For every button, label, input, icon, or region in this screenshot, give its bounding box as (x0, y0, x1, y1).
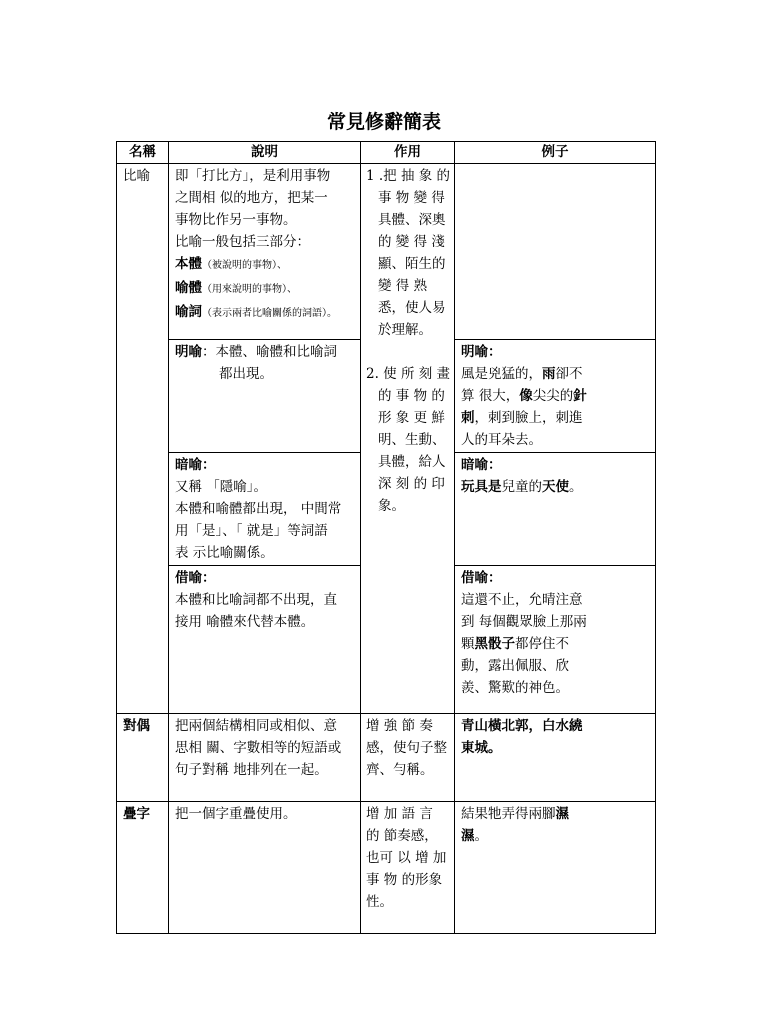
cell-example-biyu-empty (455, 164, 656, 340)
part-yuci (175, 301, 354, 325)
ex-emph: 濕 (461, 828, 475, 844)
duiou-desc-line: 思相 關、字數相等的短語或 (175, 740, 342, 756)
use-line: 形 象 更 鮮 (378, 410, 445, 426)
ex-text: ，刺到臉上，刺進 (474, 410, 583, 426)
anyu-ex-label: 暗喻： (461, 457, 502, 473)
cell-example-mingyu (455, 340, 656, 453)
note-yuti: （用來說明的事物）、 (202, 284, 297, 295)
use-line: 2. 使 所 刻 畫 (366, 366, 451, 382)
anyu-desc-line: 又稱 「隱喻」。 (175, 479, 268, 495)
header-example: 例子 (455, 142, 656, 164)
cell-example-jieyu (455, 566, 656, 714)
ex-text: 兒童的 (501, 479, 542, 495)
duiou-ex-line: 東城。 (461, 740, 502, 756)
use-line: 於理解。 (378, 322, 432, 338)
use-line: 具體、深奧 (378, 212, 446, 228)
ex-emph: 濕 (555, 806, 569, 822)
jieyu-ex-line3 (461, 633, 649, 655)
cell-name-duiou: 對偶 (117, 714, 169, 802)
table-header-row (117, 142, 656, 164)
ex-emph: 玩具 (461, 479, 488, 495)
diezi-use-line: 的 節奏感， (366, 828, 438, 844)
jieyu-ex-line: 羨、驚歎的神色。 (461, 680, 569, 696)
page-title: 常見修辭簡表 (326, 111, 441, 133)
note-benti: （被說明的事物）、 (202, 260, 287, 271)
table-row-duiou (117, 714, 656, 802)
note-yuci: （表示兩者比喻關係的詞語）。 (202, 308, 337, 319)
ex-text: 卻不 (555, 366, 583, 382)
mingyu-desc-line2: 都出現。 (219, 366, 273, 382)
mingyu-ex-line3 (461, 407, 649, 429)
mingyu-desc-rest: ：本體、喻體和比喻詞 (202, 344, 337, 360)
use-line: 深 刻 的 印 (378, 476, 445, 492)
cell-desc-jieyu (169, 566, 361, 714)
diezi-use-line: 也可 以 增 加 (366, 850, 447, 866)
cell-example-anyu (455, 453, 656, 566)
desc-line: 事物比作另一事物。 (175, 212, 297, 228)
table-row-diezi (117, 802, 656, 934)
anyu-ex-line (461, 476, 649, 498)
jieyu-desc-line: 本體和比喻詞都不出現，直 (175, 592, 337, 608)
jieyu-ex-line: 動，露出佩服、欣 (461, 658, 569, 674)
cell-function-duiou (361, 714, 455, 802)
mingyu-ex-line4: 人的耳朵去。 (461, 432, 542, 448)
use-line: 1 .把 抽 象 的 (366, 168, 451, 184)
duiou-desc-line: 把兩個結構相同或相似、意 (175, 718, 337, 734)
ex-text: 尖尖的 (532, 388, 574, 404)
jieyu-desc-line: 接用 喻體來代替本體。 (175, 614, 315, 630)
term-yuci: 喻詞 (175, 304, 202, 320)
diezi-desc-line: 把一個字重疊使用。 (175, 806, 297, 822)
ex-text: 都停住不 (515, 636, 569, 652)
ex-emph: 天使 (542, 479, 569, 495)
desc-line: 之間相 似的地方，把某一 (175, 190, 328, 206)
jieyu-ex-label: 借喻： (461, 570, 502, 586)
ex-text: 。 (569, 479, 583, 495)
desc-line: 即「打比方」，是利用事物 (175, 168, 331, 184)
duiou-use-line: 增 強 節 奏 (366, 718, 433, 734)
mingyu-ex-label: 明喻： (461, 344, 502, 360)
anyu-desc-line: 本體和喻體都出現， 中間常 (175, 501, 342, 517)
cell-function-diezi (361, 802, 455, 934)
ex-text: 。 (474, 828, 488, 844)
diezi-use-line: 事 物 的形象 (366, 872, 443, 888)
use-line: 悉，使人易 (378, 300, 446, 316)
anyu-desc-line: 表 示比喻關係。 (175, 545, 274, 561)
ex-text: 算 很大， (461, 388, 520, 404)
ex-emph: 刺 (461, 410, 475, 426)
jieyu-ex-line: 這還不止，允晴注意 (461, 592, 583, 608)
use-line: 的 變 得 淺 (378, 234, 445, 250)
mingyu-desc-line1 (175, 341, 354, 363)
diezi-ex-line1 (461, 803, 649, 825)
duiou-use-line: 感，使句子整 (366, 740, 447, 756)
cell-desc-biyu (169, 164, 361, 340)
use-line: 象。 (378, 498, 405, 514)
jieyu-label: 借喻： (175, 570, 216, 586)
table-row-biyu-intro (117, 164, 656, 340)
part-yuti (175, 277, 354, 301)
diezi-use-line: 性。 (366, 894, 393, 910)
desc-line: 比喻一般包括三部分： (175, 234, 310, 250)
use-line: 變 得 熟 (378, 278, 428, 294)
cell-example-diezi (455, 802, 656, 934)
cell-name-biyu: 比喻 (117, 164, 169, 714)
anyu-desc-line: 用「是」、「 就是」等詞語 (175, 523, 328, 539)
use-line: 明、生動、 (378, 432, 446, 448)
ex-emph: 黑骰子 (474, 636, 515, 652)
mingyu-label: 明喻 (175, 344, 202, 360)
use-line: 顯、陌生的 (378, 256, 446, 272)
cell-desc-anyu (169, 453, 361, 566)
ex-text: 風是兇猛的， (461, 366, 542, 382)
header-description: 說明 (169, 142, 361, 164)
anyu-label: 暗喻： (175, 457, 216, 473)
use-line: 事 物 變 得 (378, 190, 445, 206)
duiou-ex-line: 青山橫北郭，白水繞 (461, 718, 583, 734)
cell-name-diezi: 疊字 (117, 802, 169, 934)
cell-example-duiou (455, 714, 656, 802)
term-benti: 本體 (175, 256, 202, 272)
use-line: 具體，給人 (378, 454, 446, 470)
cell-desc-duiou (169, 714, 361, 802)
ex-emph: 是 (488, 479, 502, 495)
cell-desc-mingyu (169, 340, 361, 453)
diezi-use-line: 增 加 語 言 (366, 806, 433, 822)
ex-text: 結果牠弄得兩腳 (461, 806, 556, 822)
duiou-desc-line: 句子對稱 地排列在一起。 (175, 762, 328, 778)
jieyu-ex-line: 到 每個觀眾臉上那兩 (461, 614, 587, 630)
ex-emph: 針 (573, 388, 587, 404)
duiou-use-line: 齊、勻稱。 (366, 762, 434, 778)
use-line: 的 事 物 的 (378, 388, 445, 404)
term-yuti: 喻體 (175, 280, 202, 296)
ex-text: 顆 (461, 636, 475, 652)
cell-desc-diezi (169, 802, 361, 934)
header-function: 作用 (361, 142, 455, 164)
ex-emph: 像 (519, 388, 533, 404)
rhetoric-table (116, 141, 656, 934)
part-benti (175, 253, 354, 277)
use-line-blank (366, 341, 450, 363)
diezi-ex-line2 (461, 825, 649, 847)
ex-emph: 雨 (542, 366, 556, 382)
mingyu-ex-line2 (461, 385, 649, 407)
mingyu-ex-line1 (461, 363, 649, 385)
header-name: 名稱 (117, 142, 169, 164)
cell-function-biyu (361, 164, 455, 714)
